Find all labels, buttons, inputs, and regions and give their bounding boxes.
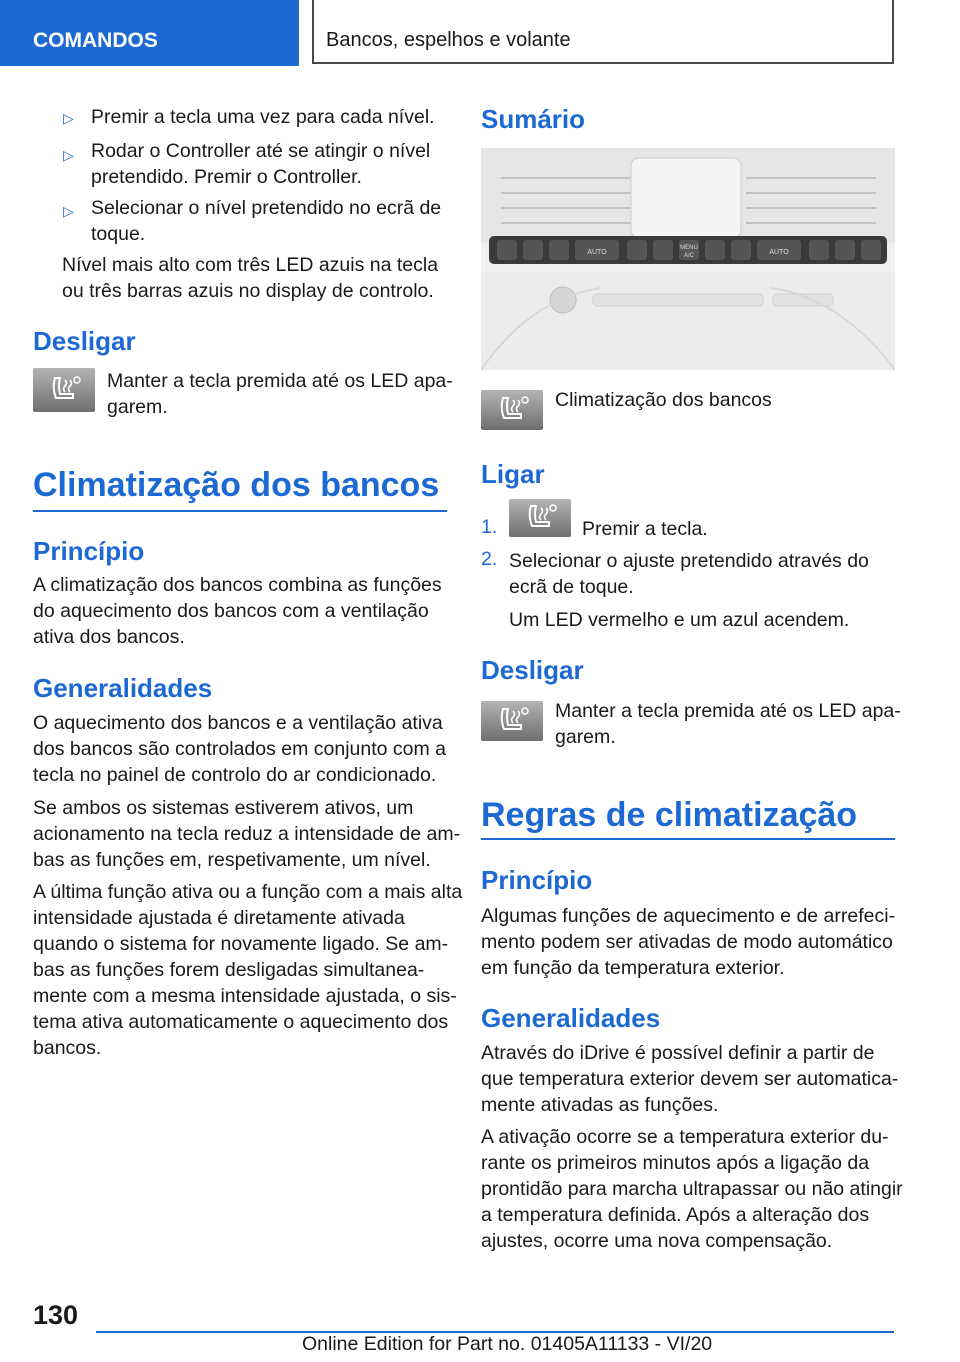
- chapter-title: Bancos, espelhos e volante: [326, 29, 571, 51]
- climate-panel-image: [481, 148, 895, 370]
- body-text: do aquecimento dos bancos com a ventilação: [33, 600, 429, 622]
- seat-climate-icon: [33, 368, 95, 412]
- bullet-triangle-icon: ▷: [63, 110, 74, 126]
- section-heading: Regras de climatização: [481, 796, 858, 834]
- body-text: Algumas funções de aquecimento e de arrefeci‐: [481, 905, 896, 927]
- body-text: bas as funções em, respetivamente, um nível.: [33, 849, 431, 871]
- body-text: a temperatura definida. Após a alteração dos: [481, 1204, 870, 1226]
- body-text: Se ambos os sistemas estiverem ativos, um: [33, 797, 414, 819]
- general-heading: Generalidades: [481, 1003, 661, 1033]
- panel-label: AUTO: [769, 249, 789, 256]
- body-text: ativa dos bancos.: [33, 626, 185, 648]
- off-heading: Desligar: [33, 326, 136, 356]
- body-text: ajustes, ocorre uma nova compensação.: [481, 1230, 833, 1252]
- step-text: Selecionar o ajuste pretendido através do: [509, 550, 869, 572]
- step-text: Premir a tecla.: [582, 518, 708, 540]
- on-heading: Ligar: [481, 459, 545, 489]
- body-text: em função da temperatura exterior.: [481, 957, 785, 979]
- body-text: mente ativadas as funções.: [481, 1094, 719, 1116]
- general-heading: Generalidades: [33, 673, 213, 703]
- bullet-text: Rodar o Controller até se atingir o nível: [91, 140, 431, 162]
- body-text: prontidão para marcha ultrapassar ou não atingir: [481, 1178, 903, 1200]
- heading-rule: [33, 510, 447, 512]
- body-text: tecla no painel de controlo do ar condicionado.: [33, 764, 437, 786]
- max-level-text: Nível mais alto com três LED azuis na tecla: [62, 254, 439, 276]
- bullet-text: toque.: [91, 223, 146, 245]
- bullet-text: Premir a tecla uma vez para cada nível.: [91, 106, 435, 128]
- body-text: O aquecimento dos bancos e a ventilação ativa: [33, 712, 443, 734]
- bullet-text: pretendido. Premir o Controller.: [91, 166, 362, 188]
- section-title: COMANDOS: [33, 29, 158, 52]
- section-tab: [0, 0, 299, 66]
- body-text: quando o sistema for novamente ligado. Se am‐: [33, 933, 449, 955]
- step-number: 1.: [481, 516, 498, 538]
- body-text: tema ativa automaticamente o aquecimento dos: [33, 1011, 449, 1033]
- body-text: intensidade ajustada é diretamente ativada: [33, 907, 405, 929]
- footer-edition: Online Edition for Part no. 01405A11133 - VI/20: [302, 1333, 713, 1355]
- heading-rule: [481, 838, 895, 840]
- off-text: Manter a tecla premida até os LED apa‐: [555, 700, 901, 722]
- seat-climate-icon: [509, 499, 571, 537]
- panel-label: AUTO: [587, 249, 607, 256]
- off-heading: Desligar: [481, 655, 584, 685]
- body-text: A última função ativa ou a função com a mais alta: [33, 881, 463, 903]
- principle-heading: Princípio: [481, 865, 593, 895]
- body-text: rante os primeiros minutos após a ligação da: [481, 1152, 870, 1174]
- body-text: A climatização dos bancos combina as funções: [33, 574, 442, 596]
- off-text: Manter a tecla premida até os LED apa‐: [107, 370, 453, 392]
- body-text: Através do iDrive é possível definir a partir de: [481, 1042, 875, 1064]
- bullet-text: Selecionar o nível pretendido no ecrã de: [91, 197, 442, 219]
- seat-climate-icon: [481, 390, 543, 430]
- body-text: mento podem ser ativadas de modo automático: [481, 931, 893, 953]
- max-level-text: ou três barras azuis no display de controlo.: [62, 280, 434, 302]
- summary-heading: Sumário: [481, 104, 586, 134]
- off-text: garem.: [107, 396, 168, 418]
- step-note: Um LED vermelho e um azul acendem.: [509, 609, 850, 631]
- principle-heading: Princípio: [33, 536, 145, 566]
- panel-label: A/C: [683, 253, 695, 259]
- body-text: que temperatura exterior devem ser automatica‐: [481, 1068, 899, 1090]
- body-text: mente com a mesma intensidade ajustada, o sis‐: [33, 985, 457, 1007]
- panel-label: MENU: [680, 245, 698, 251]
- body-text: bancos.: [33, 1037, 102, 1059]
- section-heading: Climatização dos bancos: [33, 466, 440, 504]
- off-text: garem.: [555, 726, 616, 748]
- body-text: bas as funções forem desligadas simultanea‐: [33, 959, 425, 981]
- page-number: 130: [33, 1300, 79, 1330]
- body-text: acionamento na tecla reduz a intensidade de am‐: [33, 823, 461, 845]
- seat-climate-icon: [481, 701, 543, 741]
- step-text: ecrã de toque.: [509, 576, 634, 598]
- bullet-triangle-icon: ▷: [63, 147, 74, 163]
- body-text: dos bancos são controlados em conjunto com a: [33, 738, 446, 760]
- icon-caption: Climatização dos bancos: [555, 389, 772, 411]
- body-text: A ativação ocorre se a temperatura exterior du‐: [481, 1126, 889, 1148]
- bullet-triangle-icon: ▷: [63, 203, 74, 219]
- step-number: 2.: [481, 548, 498, 570]
- chapter-header: [312, 0, 894, 64]
